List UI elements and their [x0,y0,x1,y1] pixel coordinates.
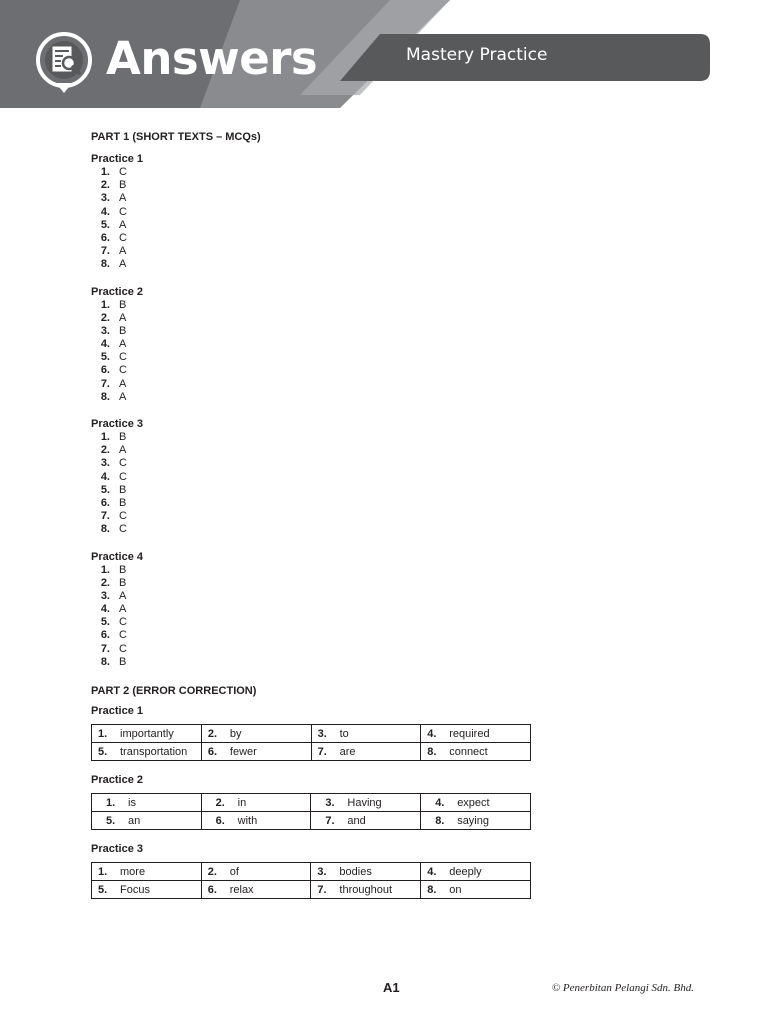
mcq-answer-item [91,616,551,629]
answer-word: on [449,883,462,896]
mcq-answer-list [91,431,551,537]
answer-letter: C [119,364,127,377]
mcq-answer-item [91,629,551,642]
table-row [92,743,531,761]
answer-word: deeply [449,865,482,878]
question-number: 2. [207,727,218,740]
answer-letter: A [119,218,127,231]
mcq-answer-item [91,364,551,377]
practice-heading: Practice 2 [91,285,143,298]
answer-word: in [237,796,247,809]
question-number: 7. [100,642,110,655]
mcq-answer-list [91,299,551,405]
answer-letter: C [119,642,127,655]
answer-cell [311,812,421,830]
part2-practices [91,704,551,899]
question-number: 4. [100,470,110,483]
question-number: 4. [427,727,437,740]
question-number: 3. [325,796,335,809]
answer-cell [92,743,202,761]
error-correction-block [91,842,551,899]
practice-heading: Practice 4 [91,550,143,563]
answer-letter: C [119,470,127,483]
question-number: 8. [100,390,110,403]
answer-letter: B [119,324,127,337]
question-number: 5. [100,351,110,364]
answer-letter: C [119,205,127,218]
answer-letter: B [119,563,127,576]
mcq-answer-item [91,484,551,497]
answer-letter: A [119,589,127,602]
answer-letter: B [119,576,127,589]
page-number: A1 [383,980,400,995]
question-number: 6. [100,496,110,509]
answer-cell [201,881,311,899]
mcq-answer-item [91,603,551,616]
answer-letter: B [119,179,127,192]
question-number: 4. [100,603,110,616]
question-number: 7. [325,814,335,827]
question-number: 1. [100,563,110,576]
question-number: 8. [435,814,445,827]
mcq-answer-list [91,166,551,272]
answer-letter: A [119,192,127,205]
question-number: 8. [100,258,110,271]
question-number: 2. [100,444,110,457]
question-number: 5. [98,883,108,896]
answer-cell [311,881,421,899]
answer-letter: C [119,510,127,523]
part1-practices [91,152,551,669]
mcq-answer-item [91,351,551,364]
answer-letter: A [119,444,127,457]
answer-cell [201,743,311,761]
mcq-practice-block [91,417,551,537]
answer-cell [421,725,531,743]
answer-word: and [347,814,366,827]
answer-letter: B [119,496,127,509]
question-number: 1. [98,727,108,740]
mcq-answer-item [91,258,551,271]
answer-cell [421,794,531,812]
answer-cell [311,725,421,743]
question-number: 1. [100,166,110,178]
table-row [92,794,531,812]
question-number: 2. [100,179,110,192]
answer-cell [92,863,202,881]
answer-table [91,724,531,761]
question-number: 5. [106,814,116,827]
question-number: 3. [100,589,110,602]
practice-heading: Practice 1 [91,153,143,165]
answer-cell [201,863,311,881]
answer-cell [92,812,202,830]
mcq-answer-item [91,192,551,205]
question-number: 1. [106,796,116,809]
question-number: 4. [427,865,437,878]
question-number: 2. [100,311,110,324]
answer-word: importantly [120,727,174,740]
mcq-answer-item [91,232,551,245]
answer-letter: A [119,245,127,258]
question-number: 1. [100,298,110,311]
practice-heading: Practice 1 [91,705,143,717]
answer-letter: A [119,311,127,324]
part1-heading: PART 1 (SHORT TEXTS – MCQs) [91,131,261,143]
question-number: 8. [100,655,110,668]
question-number: 1. [100,431,110,443]
question-number: 6. [100,629,110,642]
table-row [92,863,531,881]
answer-cell [421,881,531,899]
question-number: 4. [100,338,110,351]
part2-heading: PART 2 (ERROR CORRECTION) [91,685,257,697]
table-row [92,725,531,743]
answer-cell [311,863,421,881]
answer-word: fewer [229,745,257,758]
mcq-answer-item [91,643,551,656]
error-correction-block [91,773,551,830]
answer-letter: B [119,298,127,311]
question-number: 3. [100,457,110,470]
answer-word: by [229,727,242,740]
answer-word: throughout [339,883,393,896]
answer-word: an [128,814,141,827]
question-number: 2. [100,576,110,589]
answer-word: transportation [120,745,188,758]
answer-letter: C [119,457,127,470]
answer-word: are [339,745,356,758]
answer-word: required [449,727,490,740]
mcq-answer-item [91,564,551,577]
error-correction-block [91,704,551,761]
answer-cell [421,863,531,881]
question-number: 6. [215,814,225,827]
practice-heading: Practice 3 [91,418,143,430]
question-number: 2. [215,796,225,809]
question-number: 5. [100,483,110,496]
answers-content [91,130,551,899]
answer-cell [201,794,311,812]
table-row [92,812,531,830]
answer-letter: B [119,483,127,496]
mcq-answer-item [91,510,551,523]
answer-letter: A [119,390,127,403]
mcq-answer-item [91,299,551,312]
answer-word: expect [457,796,490,809]
practice-heading: Practice 2 [91,774,143,786]
answer-letter: C [119,616,127,629]
question-number: 6. [100,231,110,244]
banner-subtitle: Mastery Practice [406,45,548,65]
mcq-answer-item [91,325,551,338]
answer-word: relax [229,883,254,896]
page-title: Answers [106,32,318,85]
mcq-answer-item [91,590,551,603]
mcq-answer-item [91,179,551,192]
question-number: 7. [317,745,327,758]
question-number: 4. [435,796,445,809]
question-number: 7. [100,245,110,258]
question-number: 3. [317,865,327,878]
mcq-practice-block [91,152,551,272]
copyright-notice: © Penerbitan Pelangi Sdn. Bhd. [551,982,694,994]
answer-letter: A [119,338,127,351]
mcq-answer-item [91,219,551,232]
mcq-answer-item [91,245,551,258]
mcq-answer-list [91,564,551,670]
mcq-answer-item [91,312,551,325]
answer-letter: C [119,351,127,364]
question-number: 6. [207,745,218,758]
question-number: 7. [317,883,327,896]
answer-cell [311,794,421,812]
mcq-answer-item [91,431,551,444]
answer-word: with [237,814,258,827]
question-number: 6. [100,364,110,377]
answer-letter: B [119,431,127,443]
question-number: 7. [100,377,110,390]
question-number: 6. [207,883,217,896]
answer-word: bodies [339,865,372,878]
answer-cell [201,725,311,743]
answer-word: is [128,796,136,809]
mcq-answer-item [91,457,551,470]
mcq-answer-item [91,391,551,404]
answers-document-magnifier-icon [32,30,96,94]
mcq-answer-item [91,444,551,457]
answer-word: more [120,865,146,878]
answer-cell [421,743,531,761]
mcq-answer-item [91,523,551,536]
question-number: 8. [427,883,437,896]
mcq-answer-item [91,656,551,669]
answer-table [91,862,531,899]
question-number: 5. [98,745,108,758]
mcq-answer-item [91,577,551,590]
question-number: 5. [100,218,110,231]
answer-cell [92,794,202,812]
answer-letter: B [119,655,127,668]
answer-cell [92,725,202,743]
answer-letter: C [119,231,127,244]
mcq-answer-item [91,166,551,179]
answer-letter: C [119,166,127,178]
answer-word: to [339,727,349,740]
answer-table [91,793,531,830]
answer-letter: A [119,377,127,390]
answer-cell [421,812,531,830]
question-number: 3. [100,324,110,337]
mcq-answer-item [91,471,551,484]
answer-cell [92,881,202,899]
question-number: 7. [100,510,110,523]
mcq-practice-block [91,550,551,670]
question-number: 3. [100,192,110,205]
answer-word: of [229,865,239,878]
answer-word: saying [457,814,489,827]
question-number: 3. [317,727,327,740]
mcq-answer-item [91,378,551,391]
question-number: 5. [100,616,110,629]
question-number: 4. [100,205,110,218]
answer-word: connect [449,745,488,758]
answer-letter: A [119,603,127,616]
answer-word: Having [347,796,382,809]
question-number: 8. [100,523,110,536]
question-number: 1. [98,865,108,878]
answer-letter: A [119,258,127,271]
question-number: 2. [207,865,217,878]
answer-letter: C [119,629,127,642]
practice-heading: Practice 3 [91,843,143,855]
mcq-answer-item [91,497,551,510]
mcq-answer-item [91,206,551,219]
mcq-answer-item [91,338,551,351]
answer-word: Focus [120,883,150,896]
answer-letter: C [119,523,127,536]
question-number: 8. [427,745,437,758]
mcq-practice-block [91,285,551,405]
answer-cell [311,743,421,761]
table-row [92,881,531,899]
answer-cell [201,812,311,830]
